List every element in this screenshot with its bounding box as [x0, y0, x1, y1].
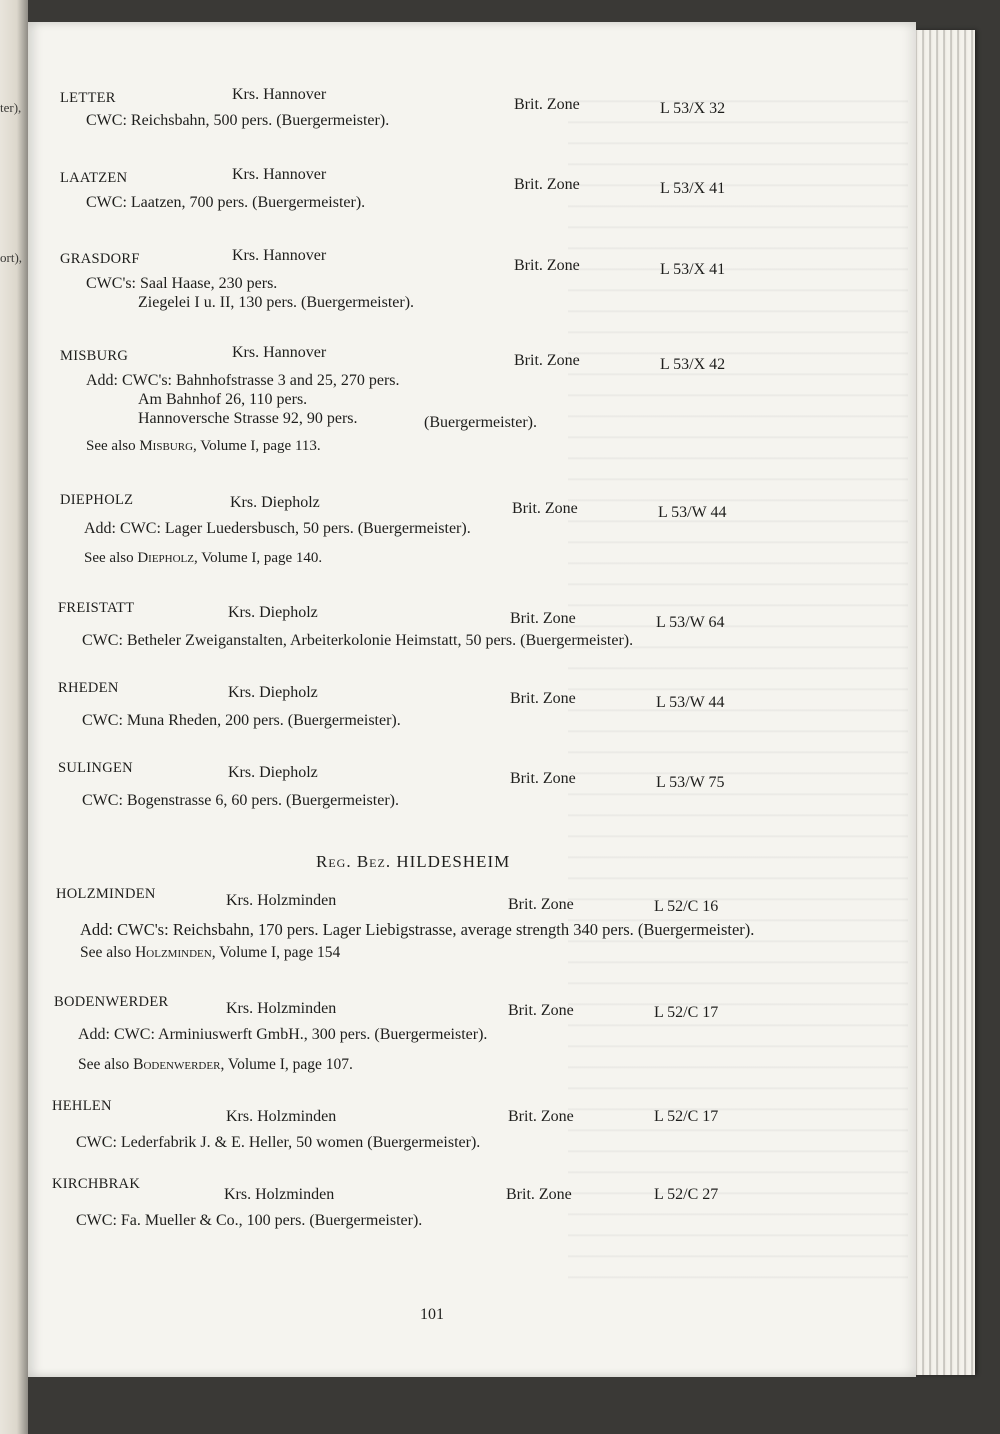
see-also-suffix: , Volume I, page 113.: [193, 438, 321, 454]
place-name: FREISTATT: [58, 600, 135, 616]
zone: Brit. Zone: [508, 896, 574, 913]
see-also-name: Misburg: [139, 438, 194, 454]
district: Krs. Hannover: [232, 247, 327, 264]
entry-line: Add: CWC: Arminiuswerft GmbH., 300 pers. (Buergermeister).: [78, 1026, 488, 1043]
entry-line: Add: CWC: Lager Luedersbusch, 50 pers. (Buergermeister).: [84, 520, 471, 537]
district: Krs. Diepholz: [228, 604, 318, 621]
district: Krs. Holzminden: [226, 1000, 337, 1017]
see-also-name: Bodenwerder: [133, 1056, 221, 1073]
place-name: MISBURG: [60, 348, 129, 364]
entry-sulingen: [28, 760, 916, 809]
zone: Brit. Zone: [508, 1002, 574, 1019]
entry-line: (Buergermeister).: [424, 414, 537, 431]
map-ref: L 52/C 17: [654, 1108, 719, 1125]
map-ref: L 52/C 17: [654, 1004, 719, 1021]
entry-laatzen: [28, 166, 916, 211]
see-also-suffix: , Volume I, page 140.: [194, 550, 323, 566]
map-ref: L 53/X 42: [660, 356, 726, 373]
map-ref: L 53/X 41: [660, 180, 726, 197]
see-also: [78, 1056, 353, 1074]
district: Krs. Holzminden: [226, 892, 337, 909]
place-name: HEHLEN: [52, 1098, 112, 1114]
see-also-name: Diepholz: [137, 550, 194, 566]
place-name: GRASDORF: [60, 251, 140, 267]
map-ref: L 52/C 16: [654, 898, 719, 915]
entry-line: Hannoversche Strasse 92, 90 pers.: [138, 410, 358, 427]
district: Krs. Diepholz: [228, 684, 318, 701]
zone: Brit. Zone: [510, 770, 576, 787]
map-ref: L 53/X 41: [660, 261, 726, 278]
place-name: LETTER: [60, 90, 116, 106]
place-name: SULINGEN: [58, 760, 133, 776]
entry-line: CWC: Lederfabrik J. & E. Heller, 50 women (Buergermeister).: [76, 1134, 481, 1151]
entry-kirchbrak: [28, 1176, 916, 1229]
see-also-prefix: See also: [80, 944, 132, 961]
map-ref: L 53/W 75: [656, 774, 725, 791]
place-name: HOLZMINDEN: [56, 886, 156, 902]
district: Krs. Hannover: [232, 86, 327, 103]
district: Krs. Holzminden: [226, 1108, 337, 1125]
section-heading: [316, 852, 510, 872]
zone: Brit. Zone: [514, 96, 580, 113]
prev-page-fragment: ort),: [0, 250, 23, 265]
map-ref: L 52/C 27: [654, 1186, 719, 1203]
place-name: LAATZEN: [60, 170, 128, 186]
entry-line: CWC: Muna Rheden, 200 pers. (Buergermeister).: [82, 712, 401, 729]
see-also-prefix: See also: [78, 1056, 130, 1073]
page-number: 101: [420, 1306, 444, 1323]
section-heading-name: HILDESHEIM: [396, 852, 511, 871]
zone: Brit. Zone: [514, 352, 580, 369]
place-name: RHEDEN: [58, 680, 119, 696]
district: Krs. Hannover: [232, 344, 327, 361]
section-heading-prefix: Reg. Bez.: [316, 852, 392, 871]
place-name: BODENWERDER: [54, 994, 169, 1010]
entry-line: Add: CWC's: Bahnhofstrasse 3 and 25, 270 pers.: [86, 372, 400, 389]
zone: Brit. Zone: [514, 257, 580, 274]
bleed-through: [568, 82, 908, 1282]
district: Krs. Holzminden: [224, 1186, 335, 1203]
see-also-name: Holzminden: [135, 944, 212, 961]
entry-line: Add: CWC's: Reichsbahn, 170 pers. Lager Liebigstrasse, average strength 340 pers. (Buergermeister).: [80, 920, 755, 939]
map-ref: L 53/W 44: [656, 694, 725, 711]
previous-page-edge: [0, 0, 28, 1434]
entry-hehlen: [28, 1098, 916, 1151]
zone: Brit. Zone: [508, 1108, 574, 1125]
entry-rheden: [28, 680, 916, 729]
zone: Brit. Zone: [506, 1186, 572, 1203]
place-name: KIRCHBRAK: [52, 1176, 141, 1192]
zone: Brit. Zone: [514, 176, 580, 193]
entry-holzminden: [28, 886, 916, 961]
prev-page-fragment: ter),: [0, 100, 22, 115]
district: Krs. Hannover: [232, 166, 327, 183]
entry-line: CWC: Fa. Mueller & Co., 100 pers. (Buergermeister).: [76, 1212, 423, 1229]
map-ref: L 53/X 32: [660, 100, 726, 117]
entry-freistatt: [28, 600, 916, 649]
district: Krs. Diepholz: [228, 764, 318, 781]
entry-misburg: [28, 344, 916, 454]
entry-letter: [28, 86, 916, 129]
entry-line: CWC: Betheler Zweiganstalten, Arbeiterkolonie Heimstatt, 50 pers. (Buergermeister).: [82, 632, 634, 649]
map-ref: L 53/W 64: [656, 614, 725, 631]
see-also: [80, 944, 340, 962]
entry-line: CWC: Bogenstrasse 6, 60 pers. (Buergermeister).: [82, 792, 399, 809]
see-also: [86, 438, 321, 455]
entry-line: CWC: Laatzen, 700 pers. (Buergermeister).: [86, 194, 366, 211]
district: Krs. Diepholz: [230, 494, 320, 511]
see-also-prefix: See also: [86, 438, 136, 454]
see-also-prefix: See also: [84, 550, 134, 566]
entry-grasdorf: [28, 247, 916, 311]
zone: Brit. Zone: [510, 610, 576, 627]
see-also-suffix: , Volume I, page 107.: [220, 1056, 353, 1073]
place-name: DIEPHOLZ: [60, 492, 134, 508]
entry-line: CWC: Reichsbahn, 500 pers. (Buergermeister).: [86, 112, 390, 129]
zone: Brit. Zone: [512, 500, 578, 517]
page: [28, 22, 916, 1377]
entry-bodenwerder: [28, 994, 916, 1073]
zone: Brit. Zone: [510, 690, 576, 707]
entry-line: CWC's: Saal Haase, 230 pers.: [86, 275, 278, 292]
see-also-suffix: , Volume I, page 154: [211, 944, 341, 961]
map-ref: L 53/W 44: [658, 504, 727, 521]
entry-line: Ziegelei I u. II, 130 pers. (Buergermeister).: [138, 294, 415, 311]
see-also: [84, 550, 322, 567]
entry-diepholz: [28, 492, 916, 566]
entry-line: Am Bahnhof 26, 110 pers.: [138, 391, 308, 408]
